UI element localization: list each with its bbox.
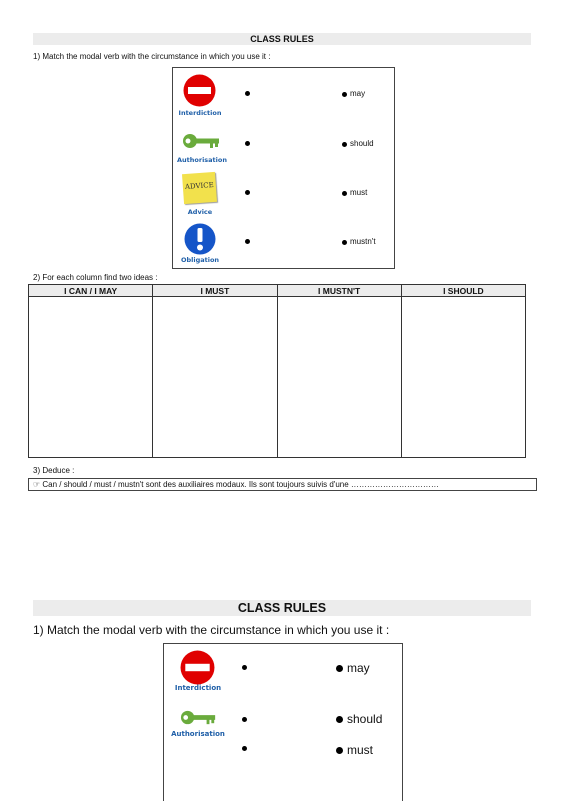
modal-should: should (350, 139, 374, 148)
column-cell-mustnt[interactable] (277, 297, 401, 458)
left-bullet[interactable] (245, 141, 250, 146)
column-cell-should[interactable] (401, 297, 525, 458)
right-bullet[interactable] (342, 240, 347, 245)
left-bullet[interactable] (242, 717, 247, 722)
question-1: 1) Match the modal verb with the circumstance in which you use it : (33, 52, 271, 61)
modal-must: must (347, 743, 374, 757)
right-bullet[interactable] (336, 665, 343, 672)
question-3: 3) Deduce : (33, 466, 75, 475)
left-bullet[interactable] (245, 190, 250, 195)
right-bullet[interactable] (336, 716, 343, 723)
left-bullet[interactable] (245, 91, 250, 96)
key-icon (182, 131, 222, 151)
right-bullet[interactable] (342, 191, 347, 196)
no-entry-icon (183, 74, 216, 107)
question-2: 2) For each column find two ideas : (33, 273, 158, 282)
page-title: CLASS RULES (33, 33, 531, 45)
key-icon (180, 708, 218, 727)
right-bullet[interactable] (342, 92, 347, 97)
column-cell-can-may[interactable] (29, 297, 153, 458)
exclamation-icon (184, 223, 216, 255)
interdiction-label: Interdiction (178, 109, 222, 117)
modal-should: should (347, 712, 383, 726)
page-title-large: CLASS RULES (33, 600, 531, 616)
authorisation-label: Authorisation (177, 156, 227, 164)
sticky-note-icon (182, 172, 217, 204)
no-entry-icon (180, 650, 215, 685)
deduce-box[interactable]: ☞ Can / should / must / mustn't sont des auxiliaires modaux. Ils sont toujours suivis d'une …………………………… (28, 478, 537, 491)
interdiction-label: Interdiction (174, 684, 222, 692)
obligation-label: Obligation (180, 256, 220, 264)
left-bullet[interactable] (242, 746, 247, 751)
advice-label: Advice (187, 208, 213, 216)
column-cell-must[interactable] (153, 297, 277, 458)
left-bullet[interactable] (245, 239, 250, 244)
modal-mustnt: mustn't (350, 237, 376, 246)
match-box (172, 67, 395, 269)
column-header-should: I SHOULD (401, 285, 525, 297)
modal-may: may (350, 89, 366, 98)
left-bullet[interactable] (242, 665, 247, 670)
advice-note-text: ADVICE (184, 181, 215, 192)
authorisation-label: Authorisation (171, 730, 225, 738)
match-box-large (163, 643, 403, 801)
right-bullet[interactable] (336, 747, 343, 754)
column-header-mustnt: I MUSTN'T (277, 285, 401, 297)
right-bullet[interactable] (342, 142, 347, 147)
modal-must: must (350, 188, 368, 197)
column-header-must: I MUST (153, 285, 277, 297)
ideas-table (28, 284, 526, 458)
question-1-large: 1) Match the modal verb with the circumstance in which you use it : (33, 623, 390, 637)
modal-may: may (347, 661, 370, 675)
column-header-can-may: I CAN / I MAY (29, 285, 153, 297)
